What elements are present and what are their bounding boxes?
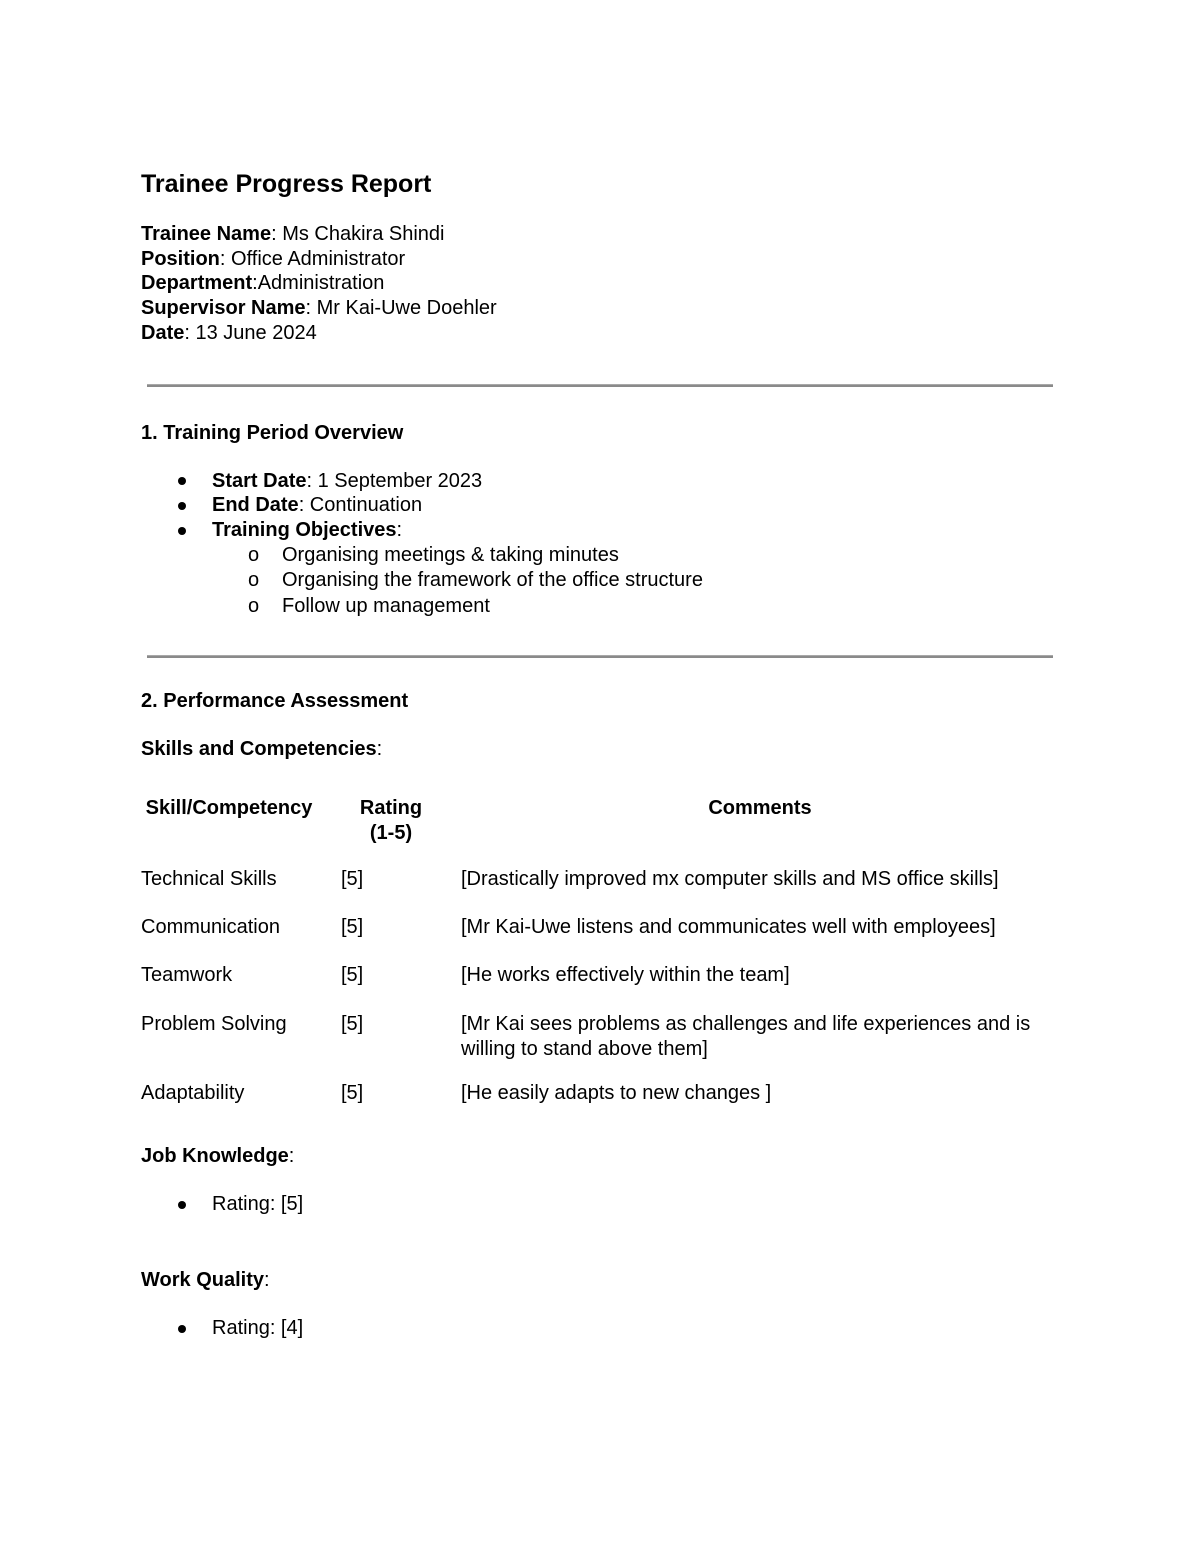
objectives-item — [212, 518, 402, 543]
info-trainee-name — [141, 222, 445, 247]
skills-heading — [141, 737, 382, 762]
skills-colon: : — [376, 738, 383, 760]
table-cell-comment: [He easily adapts to new changes ] — [461, 1082, 772, 1104]
bullet-icon — [178, 477, 186, 485]
work-quality-rating: Rating: [4] — [212, 1317, 304, 1339]
table-cell-comment: [He works effectively within the team] — [461, 964, 790, 986]
start-date-item — [212, 469, 482, 494]
objective-item: Follow up management — [282, 595, 490, 617]
sub-bullet-marker: o — [248, 569, 260, 591]
table-cell-skill: Teamwork — [141, 964, 233, 986]
section-2-heading: 2. Performance Assessment — [141, 690, 409, 712]
info-value: Office Administrator — [231, 248, 406, 270]
start-date-value: : 1 September 2023 — [306, 470, 483, 492]
table-cell-rating: [5] — [341, 964, 364, 986]
job-knowledge-label: Job Knowledge — [141, 1145, 289, 1167]
end-date-value: : Continuation — [298, 494, 423, 516]
info-value: Mr Kai-Uwe Doehler — [316, 297, 497, 319]
objectives-colon: : — [396, 519, 403, 541]
job-knowledge-rating: Rating: [5] — [212, 1193, 304, 1215]
info-sep: : — [271, 223, 283, 245]
start-date-label: Start Date — [212, 470, 307, 492]
work-quality-heading — [141, 1268, 270, 1293]
info-label: Position — [141, 248, 220, 270]
bullet-icon — [178, 1201, 186, 1209]
table-cell-comment: [Drastically improved mx computer skills and MS office skills] — [461, 868, 999, 890]
sub-bullet-marker: o — [248, 544, 260, 566]
work-quality-label: Work Quality — [141, 1269, 264, 1291]
table-cell-comment: [Mr Kai-Uwe listens and communicates well with employees] — [461, 916, 996, 938]
info-position — [141, 247, 405, 272]
table-cell-comment: [Mr Kai sees problems as challenges and life experiences and is willing to stand above them] — [461, 1013, 1031, 1060]
objectives-label: Training Objectives — [212, 519, 397, 541]
table-cell-rating: [5] — [341, 868, 364, 890]
end-date-item — [212, 493, 422, 518]
info-value: Administration — [257, 272, 385, 294]
skills-label: Skills and Competencies — [141, 738, 377, 760]
info-label: Date — [141, 322, 185, 344]
info-sep: : — [305, 297, 317, 319]
info-sep: : — [252, 272, 258, 294]
info-sep: : — [219, 248, 232, 270]
info-value: Ms Chakira Shindi — [282, 223, 445, 245]
info-label: Department — [141, 272, 253, 294]
table-cell-skill: Problem Solving — [141, 1013, 287, 1035]
table-cell-rating: [5] — [341, 1082, 364, 1104]
report-title: Trainee Progress Report — [141, 170, 432, 198]
sub-bullet-marker: o — [248, 595, 260, 617]
table-cell-rating: [5] — [341, 1013, 364, 1035]
job-knowledge-heading — [141, 1144, 294, 1169]
bullet-icon — [178, 502, 186, 510]
end-date-label: End Date — [212, 494, 299, 516]
info-department — [141, 271, 384, 296]
table-header-rating: Rating (1-5) — [359, 797, 423, 844]
objective-item: Organising the framework of the office structure — [282, 569, 703, 591]
info-label: Trainee Name — [141, 223, 272, 245]
info-date — [141, 321, 317, 346]
objective-item: Organising meetings & taking minutes — [282, 544, 619, 566]
horizontal-rule — [147, 655, 1053, 658]
table-cell-skill: Technical Skills — [141, 868, 277, 890]
table-header-skill: Skill/Competency — [145, 797, 313, 819]
table-header-comments: Comments — [708, 797, 812, 819]
table-cell-skill: Adaptability — [141, 1082, 245, 1104]
job-knowledge-colon: : — [288, 1145, 295, 1167]
horizontal-rule — [147, 384, 1053, 387]
info-value: 13 June 2024 — [195, 322, 317, 344]
bullet-icon — [178, 1325, 186, 1333]
info-sep: : — [184, 322, 196, 344]
bullet-icon — [178, 527, 186, 535]
info-supervisor-name — [141, 296, 497, 321]
work-quality-colon: : — [264, 1269, 270, 1291]
table-cell-rating: [5] — [341, 916, 364, 938]
info-label: Supervisor Name — [141, 297, 306, 319]
section-1-heading: 1. Training Period Overview — [141, 422, 404, 444]
table-cell-skill: Communication — [141, 916, 280, 938]
